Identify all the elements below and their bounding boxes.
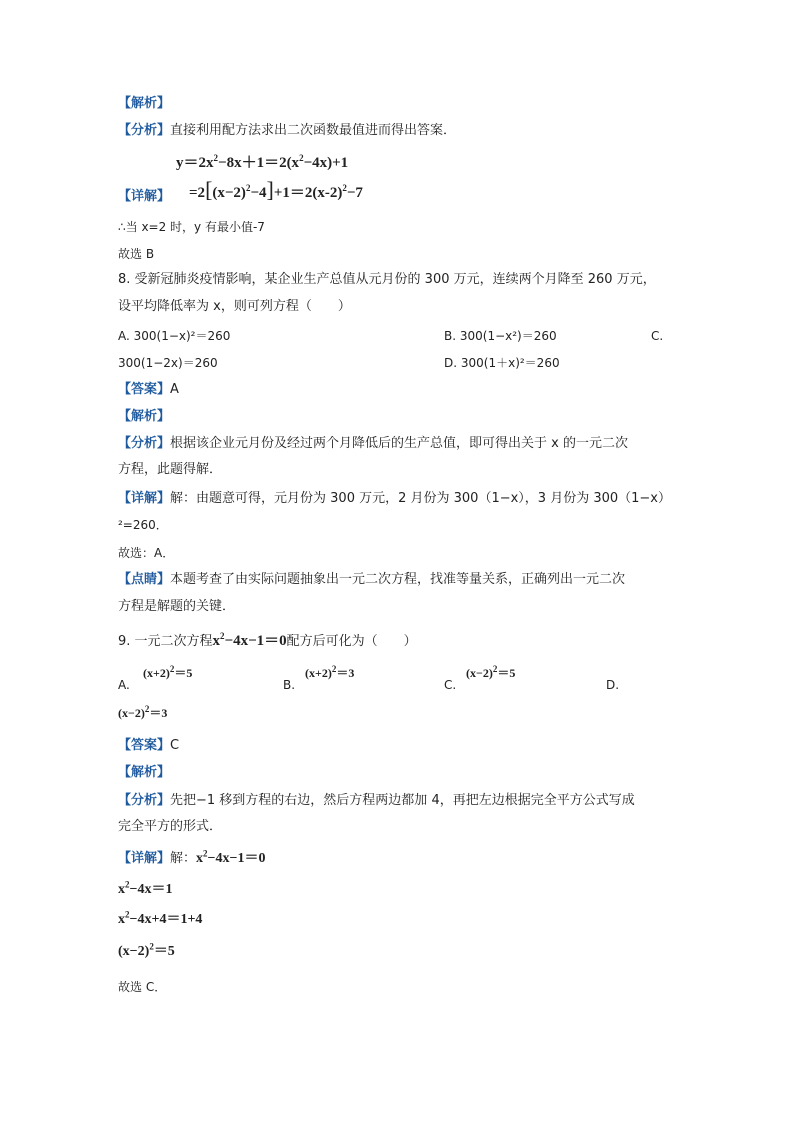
q8-stem-2: 设平均降低率为 x，则可列方程（ ） [118,299,351,314]
eq-exp: 2 [213,153,219,163]
choice-7: 故选 B [118,247,155,261]
jiexi-label-7: 【解析】 [118,96,171,111]
eq-exp: 2 [169,664,175,674]
eq-part: ＝5 [497,666,516,680]
analysis-tag: 【分析】 [118,793,171,808]
eq-part: −4x−1＝0 [224,633,287,649]
eq-part: (x−2) [466,666,493,680]
answer-tag: 【答案】 [118,382,171,397]
stem-text: 配方后可化为（ ） [286,634,417,649]
equation-line-1 [176,154,348,172]
eq-bracket: [ [205,177,213,202]
q8-option-a: A. 300(1−x)²＝260 [118,329,231,343]
q9-option-a [143,664,192,682]
eq-part: −7 [346,185,363,201]
eq-exp: 2 [125,909,130,920]
eq-exp: 2 [125,879,130,890]
q8-jiexi: 【解析】 [118,409,171,424]
q9-answer [118,737,179,755]
eq-part: =2 [189,185,206,201]
analysis-text: 先把−1 移到方程的右边，然后方程两边都加 4，再把左边根据完全平方公式写成 [170,793,635,808]
q9-option-c-label: C. [444,678,457,692]
q8-option-d: D. 300(1＋x)²＝260 [444,356,560,370]
q8-detail-2: ²=260． [118,518,168,532]
q8-stem-1: 8. 受新冠肺炎疫情影响，某企业生产总值从元月份的 300 万元，连续两个月降至 260 万元， [118,272,656,287]
detail-tag: 【详解】 [118,851,171,866]
q8-tip-1 [118,571,625,589]
answer-value: C [170,738,180,753]
q9-step-3 [118,911,202,929]
q8-tip-2: 方程是解题的关键． [118,599,236,614]
q9-option-a-label: A. [118,678,130,692]
q8-analysis-1 [118,435,628,453]
eq-part: x [118,882,125,897]
answer-value: A [170,382,179,397]
eq-part: (x−2) [118,944,150,959]
q9-step-2 [118,881,172,899]
analysis-text: 根据该企业元月份及经过两个月降低后的生产总值，即可得出关于 x 的一元二次 [170,436,628,451]
q9-option-c [466,664,515,682]
stem-equation [213,633,287,649]
q9-choice: 故选 C． [118,980,167,994]
eq-part: (x+2) [305,666,332,680]
equation-line-2 [189,177,363,202]
step-1 [196,848,266,866]
eq-exp: 2 [203,848,208,859]
q9-stem [118,632,417,651]
q8-choice: 故选：A． [118,546,175,560]
eq-bracket: ] [266,177,274,202]
q9-option-d-label: D. [606,678,620,692]
q9-jiexi: 【解析】 [118,765,171,780]
eq-part: −4x＝1 [129,882,173,897]
eq-exp: 2 [220,631,225,641]
eq-part: −4 [250,185,267,201]
analysis-text: 直接利用配方法求出二次函数最值进而得出答案． [170,123,457,138]
eq-part: x [196,851,204,866]
eq-part: (x+2) [143,666,170,680]
q9-detail [118,850,266,868]
detail-label-7: 【详解】 [118,189,171,204]
q9-option-b-label: B. [283,678,296,692]
q8-analysis-2: 方程，此题得解． [118,462,223,477]
eq-part: ＝3 [149,706,168,720]
eq-part: (x−2) [212,185,246,201]
q8-option-b: B. 300(1−x²)＝260 [444,329,557,343]
tip-text: 本题考查了由实际问题抽象出一元二次方程，找准等量关系，正确列出一元二次 [170,572,626,587]
eq-part: ＝3 [336,666,355,680]
q8-option-c-text: 300(1−2x)＝260 [118,356,218,370]
eq-part: ＝5 [174,666,193,680]
eq-part: −8x＋1＝2(x [218,155,300,171]
eq-exp: 2 [245,183,251,193]
eq-exp: 2 [149,941,154,952]
analysis-tag: 【分析】 [118,123,171,138]
q9-step-4 [118,943,175,961]
detail-text: 解：由题意可得，元月份为 300 万元，2 月份为 300（1−x），3 月份为 300（1−x） [170,491,672,506]
answer-tag: 【答案】 [118,738,171,753]
detail-tag: 【详解】 [118,491,171,506]
eq-part: +1＝2(x-2) [273,185,343,201]
eq-exp: 2 [144,704,150,714]
q9-analysis-1 [118,792,635,810]
q9-option-d [118,704,167,722]
q8-option-c-label: C. [651,329,664,343]
eq-part: y＝2x [176,155,214,171]
eq-part: −4x+4＝1+4 [129,912,203,927]
q8-answer [118,381,179,399]
detail-text: 解： [170,851,197,866]
analysis-7 [118,122,456,140]
tip-tag: 【点睛】 [118,572,171,587]
eq-exp: 2 [299,153,304,163]
conclusion-7: ∴当 x=2 时，y 有最小值-7 [118,220,265,234]
eq-part: (x−2) [118,706,145,720]
q9-analysis-2: 完全平方的形式． [118,819,223,834]
q9-option-b [305,664,354,682]
eq-part: −4x−1＝0 [207,851,266,866]
stem-text: 9. 一元二次方程 [118,634,213,649]
eq-part: x [212,633,221,649]
eq-exp: 2 [492,664,498,674]
eq-exp: 2 [331,664,337,674]
eq-part: x [118,912,125,927]
eq-part: −4x)+1 [303,155,349,171]
eq-part: ＝5 [153,944,175,959]
q8-detail-1 [118,490,671,508]
eq-exp: 2 [342,183,347,193]
analysis-tag: 【分析】 [118,436,171,451]
